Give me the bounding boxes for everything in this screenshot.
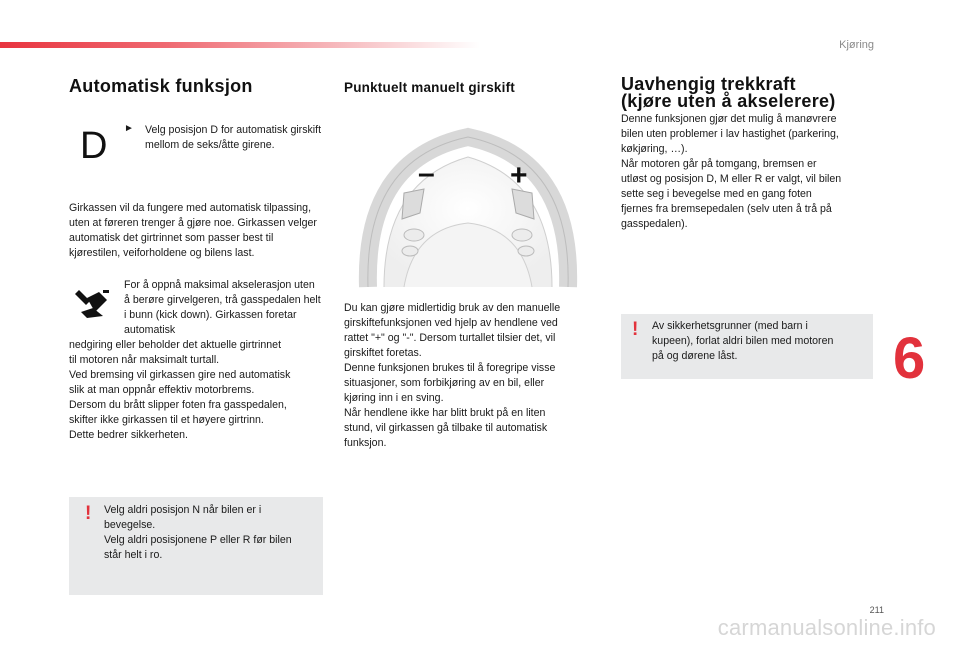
d-position-block bbox=[69, 123, 323, 183]
warning-box-safety: ! Av sikkerhetsgrunner (med barn i kupeen), forlat aldri bilen med motoren på og dørene låst. bbox=[621, 314, 873, 379]
column-automatic bbox=[69, 76, 323, 443]
warning-box-neutral: ! Velg aldri posisjon N når bilen er i bevegelse. Velg aldri posisjonene P eller R før bilen står helt i ro. bbox=[69, 497, 323, 595]
kickdown-text: For å oppnå maksimal akselerasjon uten å berøre girvelgeren, trå gasspedalen helt i bunn (kick down). Girkassen foretar automatisk bbox=[124, 279, 321, 336]
section-title-manual: Punktuelt manuelt girskift bbox=[344, 80, 515, 95]
header-accent-bar bbox=[0, 42, 480, 48]
d-instruction: Velg posisjon D for automatisk girskift mellom de seks/åtte girene. bbox=[145, 124, 322, 151]
kickdown-continuation: nedgiring eller beholder det aktuelle girtrinnet til motoren når maksimalt turtall. Ved bremsing vil girkassen gire ned automatisk slik at man oppnår effektiv motorbrems. Dersom du brått slipper foten fra gasspedalen, skifter ikke girkassen til et høyere girtrinn. Dette bedrer sikkerheten. bbox=[69, 339, 291, 441]
column-creep bbox=[621, 76, 873, 232]
automatic-description: Girkassen vil da fungere med automatisk tilpassing, uten at føreren trenger å gjøre noe. Girkassen velger automatisk det girtrinnet som passer best til kjørestilen, veiforholdene og bilens last. bbox=[69, 202, 317, 259]
chapter-title: Kjøring bbox=[839, 39, 874, 51]
kickdown-block bbox=[69, 278, 323, 338]
steering-wheel-illustration bbox=[344, 119, 592, 289]
column-manual bbox=[344, 76, 594, 451]
manual-description: Du kan gjøre midlertidig bruk av den manuelle girskiftefunksjonen ved hjelp av hendlene ved rattet "+" og "-". Dersom turtallet tilsier det, vil girskiftet foretas. Denne funksjonen brukes til å foregripe visse situasjoner, som forbikjøring av en bil, eller kjøring inn i en sving. Når hendlene ikke har blitt brukt på en liten stund, vil girkassen gå tilbake til automatisk funksjon. bbox=[344, 302, 561, 449]
minus-paddle-label: – bbox=[418, 157, 435, 190]
bullet-arrow-icon: ► bbox=[124, 123, 134, 134]
page-number: 211 bbox=[869, 605, 884, 615]
watermark: carmanualsonline.info bbox=[717, 615, 936, 640]
chapter-number: 6 bbox=[893, 326, 926, 391]
creep-description: Denne funksjonen gjør det mulig å manøvrere bilen uten problemer i lav hastighet (parkering, køkjøring, …). Når motoren går på tomgang, bremsen er utløst og posisjon D, M eller R er valgt, vil bilen sette seg i bevegelse med en gang foten fjernes fra bremsepedalen (selv uten å trå på gasspedalen). bbox=[621, 113, 842, 230]
section-title-automatic: Automatisk funksjon bbox=[69, 76, 253, 96]
section-title-creep: Uavhengig trekkraft (kjøre uten å akselerere) bbox=[621, 74, 836, 111]
warning-icon: ! bbox=[85, 503, 92, 524]
gear-letter-d: D bbox=[80, 125, 108, 167]
warning-icon: ! bbox=[632, 319, 639, 340]
foot-pedal-icon bbox=[73, 286, 113, 320]
plus-paddle-label: + bbox=[510, 159, 528, 192]
